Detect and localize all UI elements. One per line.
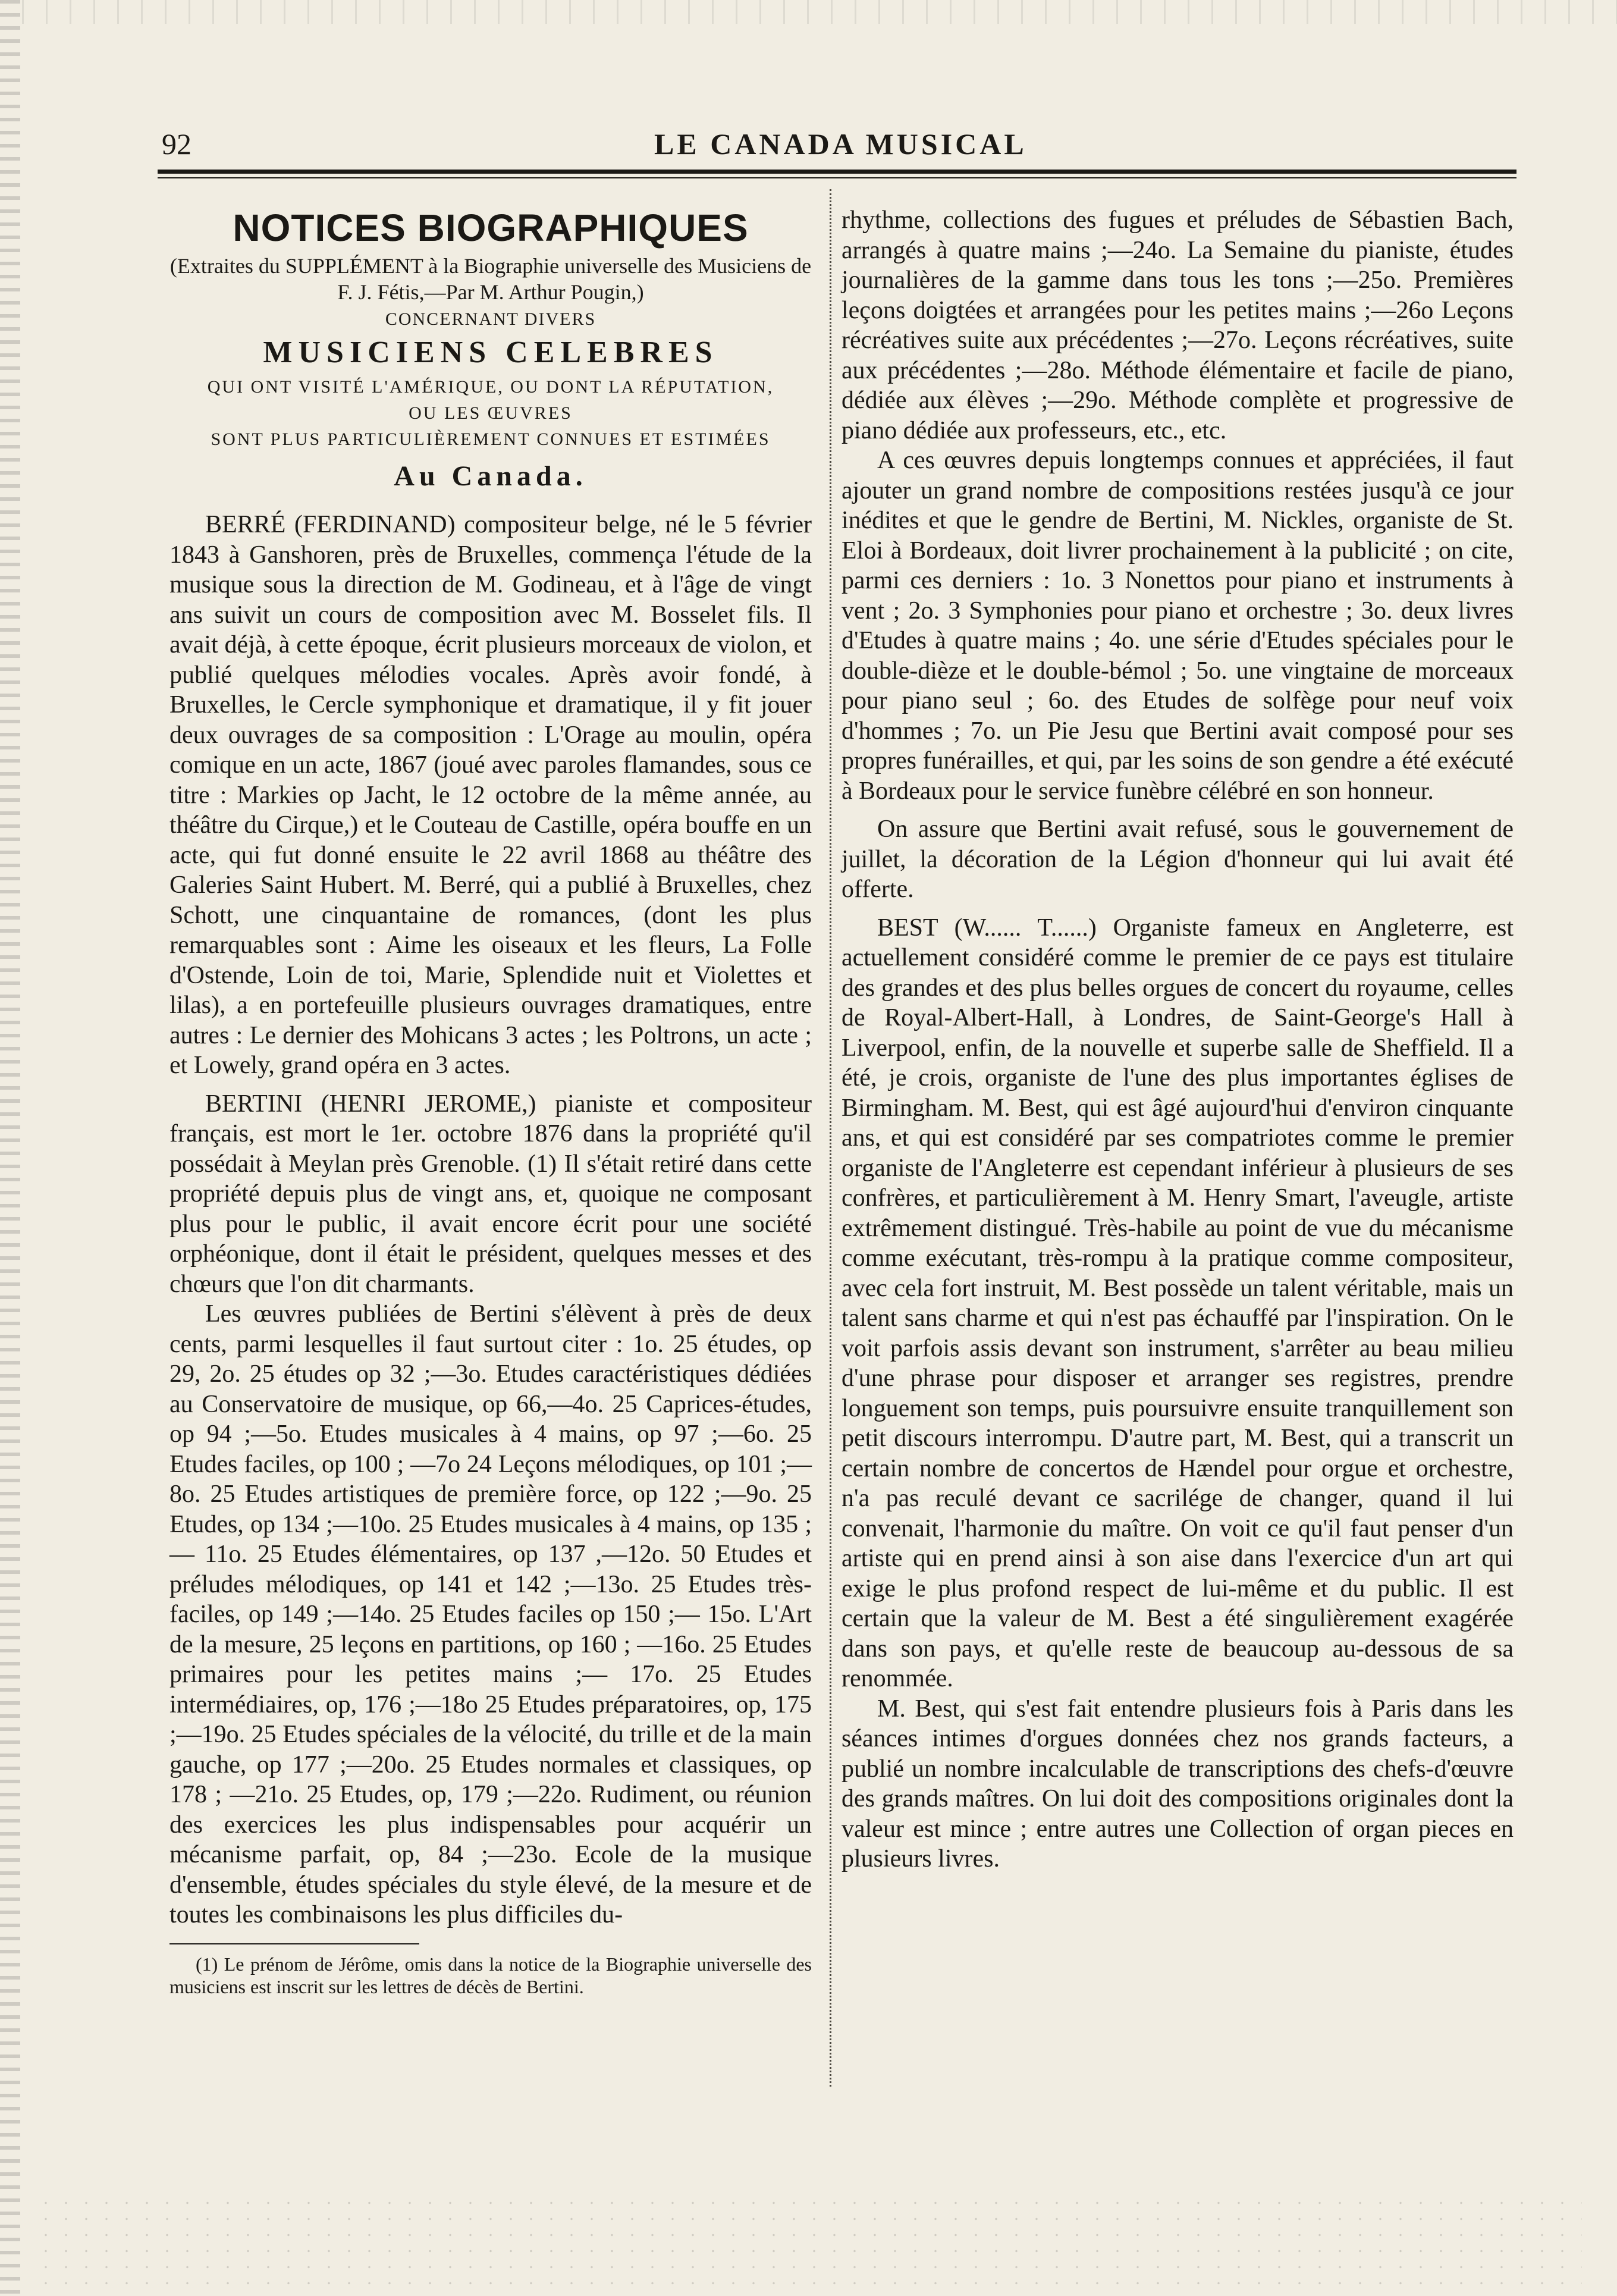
best-entry: BEST (W...... T......) Organiste fameux en Angleterre, est actuellement considéré comme le premier de ce pays est titulaire des grandes et des plus belles orgues de concert du royaume, celles de Royal-Albert-Hall, à Londres, de Saint-George's Hall à Liverpool, enfin, de la nouvelle et superbe salle de Sheffield. Il a été, je crois, organiste de l'une des plus importantes églises de Birmingham. M. Best, qui est âgé aujourd'hui d'environ cinquante ans, et qui est considéré par ses compatriotes comme le premier organiste de l'Angleterre est cependant inférieur à plusieurs de ses confrères, et particulièrement à M. Henry Smart, l'aveugle, artiste extrêmement distingué. Très-habile au point de vue du mécanisme comme exécutant, très-rompu à la pratique comme compositeur, avec cela fort instruit, M. Best possède un talent véritable, mais un talent sans charme et qui n'est pas échauffé par l'inspiration. On le voit parfois assis devant son instrument, s'arrêter au beau milieu d'une phrase pour disposer et arranger ses registres, prendre longuement son temps, puis poursuivre ensuite tranquillement son petit discours interrompu. D'autre part, M. Best, qui a transcrit un certain nombre de concertos de Hændel pour orgue et orchestre, n'a pas reculé devant ce sacrilége de changer, quand il lui convenait, l'harmonie du maître. On voit ce qu'il faut penser d'un artiste qui en prend ainsi à son aise dans l'exercice d'un art qui exige le plus profond respect de lui-même et du public. Il est certain que la valeur de M. Best a été singulièrement exagérée dans son pays, et qu'elle reste de beaucoup au-dessous de sa renommée. [842, 914, 1514, 1692]
bertini-works: Les œuvres publiées de Bertini s'élèvent à près de deux cents, parmi lesquelles il faut surtout citer : 1o. 25 études, op 29, 2o. 25 études op 32 ;—3o. Etudes caractéristiques dédiées au Conservatoire de musique, op 66,—4o. 25 Caprices-études, op 94 ;—5o. Etudes musicales à 4 mains, op 97 ;—6o. 25 Etudes faciles, op 100 ; —7o 24 Leçons mélodiques, op 101 ;—8o. 25 Etudes artistiques de première force, op 122 ;—9o. 25 Etudes, op 134 ;—10o. 25 Etudes musicales à 4 mains, op 135 ;— 11o. 25 Etudes élémentaires, op 137 ,—12o. 50 Etudes et préludes mélodiques, op 141 et 142 ;—13o. 25 Etudes très-faciles, op 149 ;—14o. 25 Etudes faciles op 150 ;— 15o. L'Art de la mesure, 25 leçons en partitions, op 160 ; —16o. 25 Etudes primaires pour les petites mains ;— 17o. 25 Etudes intermédiaires, op, 176 ;—18o 25 Etudes préparatoires, op, 175 ;—19o. 25 Etudes spéciales de la vélocité, du trille et de la main gauche, op 177 ;—20o. 25 Etudes normales et classiques, op 178 ; —21o. 25 Etudes, op, 179 ;—22o. Rudiment, ou réunion des exercices les plus indispensables pour acquérir un mécanisme parfait, op, 84 ;—23o. Ecole de la musique d'ensemble, études spéciales du style élevé, de la mesure et de toutes les combinaisons les plus difficiles du- [169, 1300, 812, 1928]
column-divider [830, 189, 831, 2087]
header-rule [158, 170, 1516, 174]
best-publications: M. Best, qui s'est fait entendre plusieurs fois à Paris dans les séances intimes d'orgues données chez nos grands facteurs, a publié un nombre incalculable de transcriptions des chefs-d'œuvre des grands maîtres. On lui doit des compositions originales dont la valeur est mince ; entre autres une Collection of organ pieces en plusieurs livres. [842, 1695, 1514, 1872]
binding-edge [0, 0, 20, 2296]
berre-entry: BERRÉ (FERDINAND) compositeur belge, né le 5 février 1843 à Ganshoren, près de Bruxelles, commença l'étude de la musique sous la direction de M. Godineau, et à l'âge de vingt ans suivit un cours de composition avec M. Bosselet fils. Il avait déjà, à cette époque, écrit plusieurs morceaux de violon, et publié quelques mélodies vocales. Après avoir fondé, à Bruxelles, le Cercle symphonique et dramatique, il y fit jouer deux ouvrages de sa composition : L'Orage au moulin, opéra comique en un acte, 1867 (joué avec paroles flamandes, sous ce titre : Markies op Jacht, le 12 octobre de la même année, au théâtre du Cirque,) et le Couteau de Castille, opéra bouffe en un acte, qui fut donné ensuite le 22 avril 1868 au théâtre des Galeries Saint Hubert. M. Berré, qui a publié à Bruxelles, chez Schott, une cinquantaine de romances, (dont les plus remarquables sont : Aime les oiseaux et les fleurs, La Folle d'Ostende, Loin de toi, Marie, Splendide nuit et Violettes et lilas), a en portefeuille plusieurs ouvrages dramatiques, entre autres : Le dernier des Mohicans 3 actes ; les Poltrons, un acte ; et Lowely, grand opéra en 3 actes. [169, 511, 812, 1079]
right-column [842, 205, 1514, 1874]
heading-line-1: QUI ONT VISITÉ L'AMÉRIQUE, OU DONT LA RÉPUTATION, [207, 377, 774, 397]
bertini-legion: On assure que Bertini avait refusé, sous le gouvernement de juillet, la décoration de la Légion d'honneur qui lui avait été offerte. [842, 815, 1514, 903]
concernant-line: CONCERNANT DIVERS [385, 309, 596, 329]
bertini-works-continued: rhythme, collections des fugues et préludes de Sébastien Bach, arrangés à quatre mains ;—24o. La Semaine du pianiste, études journalières de la gamme dans tous les tons ;—25o. Premières leçons doigtées et arrangées pour les petites mains ;—26o Leçons récréatives suite aux précédentes ;—27o. Leçons récréatives, suite aux précédentes ;—28o. Méthode élémentaire et facile de piano, dédiée aux élèves ;—29o. Méthode complète et progressive de piano dédiée aux professeurs, etc., etc. [842, 206, 1514, 444]
scan-noise-top [0, 0, 1617, 24]
section-subtitle: (Extraites du SUPPLÉMENT à la Biographie universelle des Musiciens de F. J. Fétis,—Par M. Arthur Pougin,) [169, 254, 812, 304]
bertini-unpublished: A ces œuvres depuis longtemps connues et appréciées, il faut ajouter un grand nombre de compositions restées jusqu'à ce jour inédites et que le gendre de Bertini, M. Nickles, organiste de St. Eloi à Bordeaux, doit livrer prochainement à la publicité ; on cite, parmi ces derniers : 1o. 3 Nonettos pour piano et instruments à vent ; 2o. 3 Symphonies pour piano et orchestre ; 3o. deux livres d'Etudes à quatre mains ; 4o. une série d'Etudes spéciales pour le double-dièze et le double-bémol ; 5o. une vingtaine de morceaux pour piano seul ; 6o. des Etudes de solfège pour neuf voix d'hommes ; 7o. un Pie Jesu que Bertini avait composé pour ses propres funérailles, et qui, par les soins de son gendre a été exécuté à Bordeaux pour le service funèbre célébré en son honneur. [842, 447, 1514, 805]
scan-noise-bottom [36, 2195, 1582, 2296]
bertini-entry: BERTINI (HENRI JEROME,) pianiste et compositeur français, est mort le 1er. octobre 1876 dans la propriété qu'il possédait à Meylan près Grenoble. (1) Il s'était retiré dans cette propriété depuis plus de vingt ans, et, quoique ne composant plus pour le public, il avait encore écrit pour une société orphéonique, dont il était le président, quelques messes et des chœurs que l'on dit charmants. [169, 1090, 812, 1298]
heading-line-2: OU LES ŒUVRES [409, 403, 573, 423]
left-column [169, 205, 812, 1998]
footnote: (1) Le prénom de Jérôme, omis dans la notice de la Biographie universelle des musiciens est inscrit sur les lettres de décès de Bertini. [169, 1953, 812, 1997]
section-title: NOTICES BIOGRAPHIQUES [233, 206, 749, 249]
heading-line-3: SONT PLUS PARTICULIÈREMENT CONNUES ET ESTIMÉES [211, 429, 771, 449]
footnote-rule [169, 1943, 419, 1944]
musiciens-heading: MUSICIENS CELEBRES [263, 335, 718, 369]
au-canada-heading: Au Canada. [394, 460, 588, 492]
journal-title: LE CANADA MUSICAL [654, 127, 1027, 161]
header-rule-thin [158, 177, 1516, 178]
page-number: 92 [162, 127, 191, 161]
